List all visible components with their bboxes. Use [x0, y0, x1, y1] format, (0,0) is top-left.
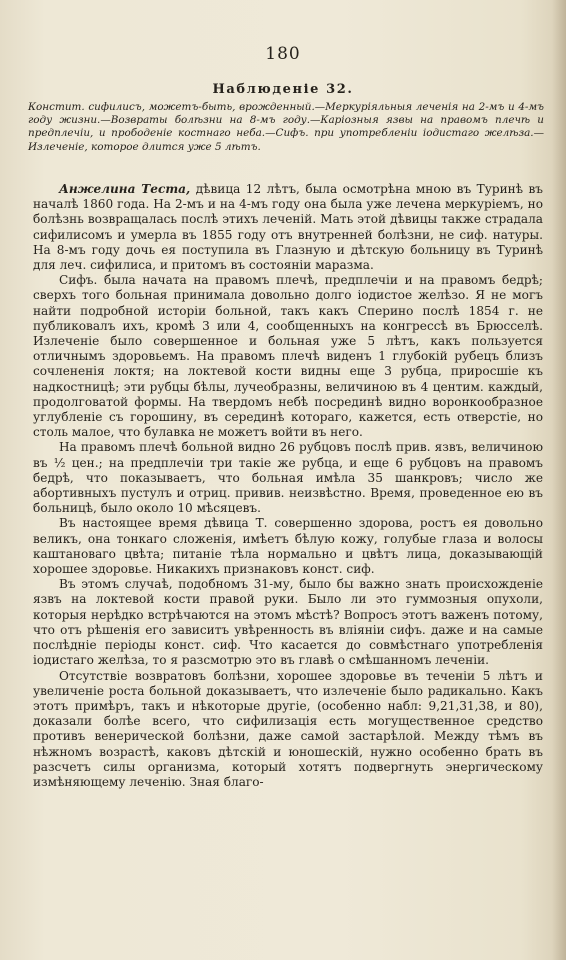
paragraph-1-text: дѣвица 12 лѣтъ, была осмотрѣна мною въ Туринѣ въ началѣ 1860 года. На 2-мъ и на 4-мъ году она была уже лечена меркуріемъ, но болѣзнь возвращалась послѣ этихъ леченій. Мать этой дѣвицы также страдала сифилисомъ и умерла въ 1855 году отъ внутренней болѣзни, не сиф. натуры. На 8-мъ году дочь ея поступила въ Глазную и дѣтскую больницу въ Туринѣ для леч. сифилиса, и притомъ въ состояніи маразма. [33, 182, 544, 273]
paragraph-3: На правомъ плечѣ больной видно 26 рубцовъ послѣ прив. язвъ, величиною въ ½ цен.; на предплечіи три такіе же рубца, и еще 6 рубцовъ на правомъ бедрѣ, что показываетъ, что больная имѣла 35 шанкровъ; число же абортивныхъ пустулъ и отриц. привив. неизвѣстно. Время, проведенное ею въ больницѣ, было около 10 мѣсяцевъ. [33, 440, 543, 516]
observation-title: Наблюденіе 32. [212, 82, 354, 97]
body-text [33, 182, 543, 790]
page-number: 180 [265, 44, 301, 64]
page-edge-shadow [552, 0, 566, 960]
paragraph-5: Въ этомъ случаѣ, подобномъ 31-му, было бы важно знать происхожденіе язвъ на локтевой кости правой руки. Было ли это гуммозныя опухоли, которыя нерѣдко встрѣчаются на этомъ мѣстѣ? Вопросъ этотъ важенъ потому, что отъ рѣшенія его зависитъ увѣренность въ вліяніи сифъ. даже и на самые послѣдніе періоды конст. сиф. Что касается до совмѣстнаго употребленія іодистаго желѣза, то я разсмотрю это въ главѣ о смѣшанномъ леченіи. [33, 577, 543, 668]
paragraph-1 [33, 182, 543, 273]
observation-summary [28, 101, 544, 154]
patient-name: Анжелина Теста, [59, 182, 191, 196]
paragraph-6: Отсутствіе возвратовъ болѣзни, хорошее здоровье въ теченіи 5 лѣтъ и увеличеніе роста больной доказываетъ, что излеченіе было радикально. Какъ этотъ примѣръ, такъ и нѣкоторые другіе, (особенно набл: 9,21,31,38, и 80), доказали болѣе всего, что сифилизація есть могущественное средство противъ венерической болѣзни, даже самой застарѣлой. Между тѣмъ въ нѣжномъ возрастѣ, каковъ дѣтскій и юношескій, нужно особенно брать въ разсчетъ силы организма, который хотятъ подвергнуть энергическому измѣняющему леченію. Зная благо- [33, 668, 543, 789]
paragraph-2: Сифъ. была начата на правомъ плечѣ, предплечіи и на правомъ бедрѣ; сверхъ того больная принимала довольно долго іодистое желѣзо. Я не могъ найти подробной исторіи больной, такъ какъ Сперино послѣ 1854 г. не публиковалъ ихъ, кромѣ 3 или 4, сообщенныхъ на конгрессѣ въ Брюсселѣ. Излеченіе было совершенное и больная уже 5 лѣтъ, какъ пользуется отличнымъ здоровьемъ. На правомъ плечѣ виденъ 1 глубокій рубецъ близъ сочлененія локтя; на локтевой кости видны еще 3 рубца, приросшіе къ надкостницѣ; эти рубцы бѣлы, лучеобразны, величиною въ 4 центим. каждый, продолговатой формы. На твердомъ небѣ посрединѣ видно воронкообразное углубленіе съ горошину, въ серединѣ котораго, кажется, есть отверстіе, но столь малое, что булавка не можетъ войти въ него. [33, 273, 543, 440]
paragraph-4: Въ настоящее время дѣвица Т. совершенно здорова, ростъ ея довольно великъ, она тонкаго сложенія, имѣетъ бѣлую кожу, голубые глаза и волосы каштановаго цвѣта; питаніе тѣла нормально и цвѣтъ лица, доказывающій хорошее здоровье. Никакихъ признаковъ конст. сиф. [33, 516, 543, 577]
summary-text: Констит. сифилисъ, можетъ-быть, врожденный.—Меркуріяльныя леченія на 2-мъ и 4-мъ году жизни.—Возвраты болѣзни на 8-мъ году.—Каріозныя язвы на правомъ плечѣ и предплечіи, и прободеніе костнаго неба.—Сифъ. при употребленіи іодистаго желѣза.—Излеченіе, которое длится уже 5 лѣтъ. [28, 101, 544, 153]
